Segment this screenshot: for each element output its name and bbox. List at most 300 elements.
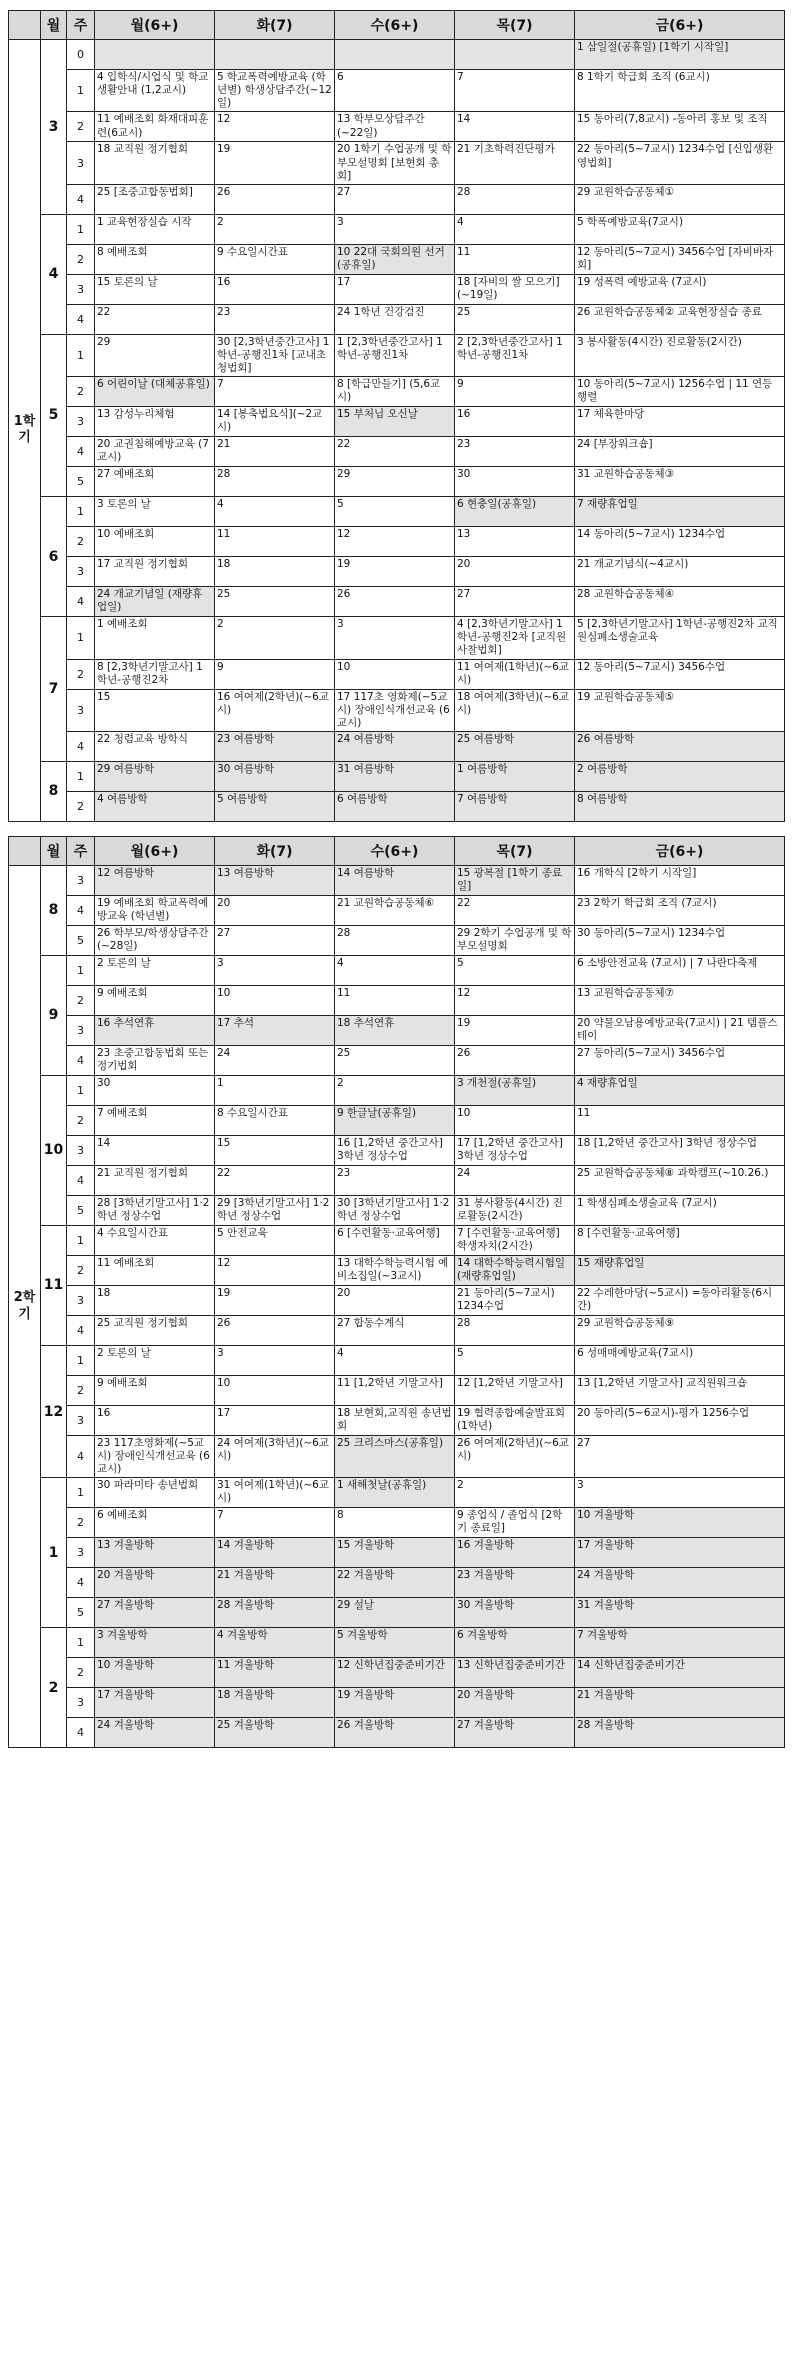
week-row <box>9 731 785 761</box>
month-cell: 1 <box>41 1478 67 1628</box>
day-cell: 10 <box>215 985 335 1015</box>
day-cell: 25 크리스마스(공휴일) <box>335 1435 455 1477</box>
day-cell: 2 토론의 날 <box>95 1345 215 1375</box>
day-cell: 23 <box>335 1165 455 1195</box>
day-cell: 1 삼일절(공휴일) [1학기 시작일] <box>575 40 785 70</box>
day-cell: 27 <box>215 925 335 955</box>
month-cell: 8 <box>41 761 67 821</box>
week-cell: 3 <box>67 407 95 437</box>
day-cell: 19 <box>455 1015 575 1045</box>
day-cell: 3 <box>335 214 455 244</box>
day-cell: 2 <box>335 1075 455 1105</box>
day-cell: 8 수요일시간표 <box>215 1105 335 1135</box>
week-cell: 2 <box>67 791 95 821</box>
week-row <box>9 1255 785 1285</box>
day-cell: 18 겨울방학 <box>215 1688 335 1718</box>
week-cell: 1 <box>67 955 95 985</box>
week-row <box>9 1075 785 1105</box>
day-cell: 19 <box>215 142 335 184</box>
week-row <box>9 70 785 112</box>
day-cell: 21 겨울방학 <box>215 1568 335 1598</box>
week-cell: 3 <box>67 1285 95 1315</box>
day-cell: 25 겨울방학 <box>215 1718 335 1748</box>
day-cell: 28 겨울방학 <box>215 1598 335 1628</box>
day-cell: 15 겨울방학 <box>335 1538 455 1568</box>
day-cell: 31 봉사활동(4시간) 진로활동(2시간) <box>455 1195 575 1225</box>
day-cell: 2 토론의 날 <box>95 955 215 985</box>
day-cell: 28 <box>455 184 575 214</box>
header-blank <box>9 11 41 40</box>
semester1-table <box>8 10 785 822</box>
header-cell: 수(6+) <box>335 11 455 40</box>
day-cell: 3 토론의 날 <box>95 497 215 527</box>
day-cell: 7 여름방학 <box>455 791 575 821</box>
week-cell: 3 <box>67 689 95 731</box>
week-row <box>9 1688 785 1718</box>
day-cell: 30 [2,3학년중간고사] 1학년-공행진1차 [교내초청법회] <box>215 334 335 376</box>
week-row <box>9 617 785 659</box>
day-cell: 8 [2,3학년기말고사] 1학년-공행진2차 <box>95 659 215 689</box>
week-cell: 3 <box>67 1688 95 1718</box>
day-cell: 22 <box>455 895 575 925</box>
day-cell: 15 부처님 오신날 <box>335 407 455 437</box>
day-cell: 29 교원학습공동체⑨ <box>575 1315 785 1345</box>
day-cell: 14 겨울방학 <box>215 1538 335 1568</box>
day-cell: 1 [2,3학년중간고사] 1학년-공행진1차 <box>335 334 455 376</box>
day-cell: 16 겨울방학 <box>455 1538 575 1568</box>
week-row <box>9 407 785 437</box>
day-cell: 6 겨울방학 <box>455 1628 575 1658</box>
header-cell: 수(6+) <box>335 836 455 865</box>
day-cell: 31 교원학습공동체③ <box>575 467 785 497</box>
day-cell: 16 여여제(2학년)(~6교시) <box>215 689 335 731</box>
week-cell: 3 <box>67 274 95 304</box>
week-row <box>9 1658 785 1688</box>
day-cell: 23 117초영화제(~5교시) 장애인식개선교육 (6교시) <box>95 1435 215 1477</box>
day-cell: 13 감성누리체험 <box>95 407 215 437</box>
day-cell: 31 겨울방학 <box>575 1598 785 1628</box>
day-cell: 14 <box>455 112 575 142</box>
week-cell: 5 <box>67 1598 95 1628</box>
week-row <box>9 955 785 985</box>
day-cell: 21 겨울방학 <box>575 1688 785 1718</box>
day-cell: 24 <box>215 1045 335 1075</box>
day-cell: 7 <box>455 70 575 112</box>
day-cell: 20 1학기 수업공개 및 학부모설명회 [보현회 총회] <box>335 142 455 184</box>
day-cell: 6 예배조회 <box>95 1508 215 1538</box>
month-cell: 7 <box>41 617 67 762</box>
week-cell: 1 <box>67 761 95 791</box>
week-cell: 2 <box>67 1375 95 1405</box>
day-cell: 15 <box>215 1135 335 1165</box>
day-cell: 20 <box>335 1285 455 1315</box>
day-cell: 27 <box>335 184 455 214</box>
semester-label: 2학기 <box>9 865 41 1747</box>
week-cell: 1 <box>67 70 95 112</box>
week-row <box>9 761 785 791</box>
day-cell: 14 <box>95 1135 215 1165</box>
day-cell: 10 겨울방학 <box>95 1658 215 1688</box>
day-cell: 17 추석 <box>215 1015 335 1045</box>
day-cell: 30 [3학년기말고사] 1·2학년 정상수업 <box>335 1195 455 1225</box>
day-cell: 29 [3학년기말고사] 1·2학년 정상수업 <box>215 1195 335 1225</box>
day-cell: 15 재량휴업일 <box>575 1255 785 1285</box>
day-cell: 24 1학년 건강검진 <box>335 304 455 334</box>
day-cell: 2 여름방학 <box>575 761 785 791</box>
day-cell: 7 <box>215 377 335 407</box>
week-row <box>9 1285 785 1315</box>
month-cell: 4 <box>41 214 67 334</box>
day-cell: 5 학교폭력예방교육 (학년별) 학생상담주간(~12일) <box>215 70 335 112</box>
day-cell: 24 여름방학 <box>335 731 455 761</box>
day-cell: 5 <box>335 497 455 527</box>
day-cell: 28 <box>455 1315 575 1345</box>
day-cell: 5 겨울방학 <box>335 1628 455 1658</box>
day-cell: 22 동아리(5~7교시) 1234수업 [신입생환영법회] <box>575 142 785 184</box>
day-cell: 6 소방안전교육 (7교시) | 7 나란다축제 <box>575 955 785 985</box>
day-cell: 19 예배조회 학교폭력예방교육 (학년별) <box>95 895 215 925</box>
day-cell: 26 <box>215 184 335 214</box>
day-cell: 6 [수련활동·교육여행] <box>335 1225 455 1255</box>
day-cell: 9 예배조회 <box>95 985 215 1015</box>
week-row <box>9 1105 785 1135</box>
week-cell: 1 <box>67 1628 95 1658</box>
week-row <box>9 437 785 467</box>
day-cell: 20 <box>455 557 575 587</box>
day-cell: 23 <box>215 304 335 334</box>
week-row <box>9 112 785 142</box>
day-cell <box>95 40 215 70</box>
week-row <box>9 587 785 617</box>
day-cell: 2 <box>455 1478 575 1508</box>
day-cell: 23 초중고합동법회 또는 정기법회 <box>95 1045 215 1075</box>
day-cell: 4 여름방학 <box>95 791 215 821</box>
day-cell: 16 <box>95 1405 215 1435</box>
day-cell: 7 <box>215 1508 335 1538</box>
header-cell: 주 <box>67 11 95 40</box>
day-cell: 5 여름방학 <box>215 791 335 821</box>
week-row <box>9 1508 785 1538</box>
day-cell: 25 <box>455 304 575 334</box>
day-cell: 27 예배조회 <box>95 467 215 497</box>
week-cell: 2 <box>67 1508 95 1538</box>
week-row <box>9 1568 785 1598</box>
day-cell: 19 <box>335 557 455 587</box>
day-cell: 13 <box>455 527 575 557</box>
day-cell: 16 추석연휴 <box>95 1015 215 1045</box>
day-cell: 13 교원학습공동체⑦ <box>575 985 785 1015</box>
day-cell: 5 [2,3학년기말고사] 1학년-공행진2차 교직원심폐소생술교육 <box>575 617 785 659</box>
day-cell: 12 동아리(5~7교시) 3456수업 <box>575 659 785 689</box>
day-cell: 8 예배조회 <box>95 244 215 274</box>
week-cell: 4 <box>67 1435 95 1477</box>
week-cell: 2 <box>67 659 95 689</box>
day-cell: 11 예배조회 화재대피훈련(6교시) <box>95 112 215 142</box>
day-cell: 30 <box>455 467 575 497</box>
day-cell: 30 <box>95 1075 215 1105</box>
day-cell <box>335 40 455 70</box>
day-cell: 9 <box>455 377 575 407</box>
week-cell: 2 <box>67 527 95 557</box>
day-cell: 5 안전교육 <box>215 1225 335 1255</box>
day-cell: 17 <box>215 1405 335 1435</box>
week-cell: 3 <box>67 142 95 184</box>
week-cell: 4 <box>67 437 95 467</box>
day-cell: 14 신학년집중준비기간 <box>575 1658 785 1688</box>
day-cell: 18 <box>215 557 335 587</box>
day-cell: 27 <box>575 1435 785 1477</box>
week-row <box>9 1538 785 1568</box>
week-row <box>9 985 785 1015</box>
month-cell: 9 <box>41 955 67 1075</box>
week-row <box>9 244 785 274</box>
day-cell: 4 <box>215 497 335 527</box>
day-cell: 22 <box>215 1165 335 1195</box>
week-cell: 2 <box>67 1658 95 1688</box>
header-cell: 목(7) <box>455 11 575 40</box>
day-cell: 25 여름방학 <box>455 731 575 761</box>
day-cell: 21 교직원 정기협회 <box>95 1165 215 1195</box>
header-cell: 화(7) <box>215 836 335 865</box>
day-cell: 24 [부장워크숍] <box>575 437 785 467</box>
day-cell: 21 기초학력진단평가 <box>455 142 575 184</box>
week-row <box>9 184 785 214</box>
day-cell: 21 개교기념식(~4교시) <box>575 557 785 587</box>
day-cell: 15 <box>95 689 215 731</box>
day-cell: 4 겨울방학 <box>215 1628 335 1658</box>
week-cell: 5 <box>67 467 95 497</box>
month-cell: 6 <box>41 497 67 617</box>
week-row <box>9 791 785 821</box>
day-cell: 26 교원학습공동체② 교육현장실습 종료 <box>575 304 785 334</box>
day-cell: 6 <box>335 70 455 112</box>
day-cell: 27 겨울방학 <box>455 1718 575 1748</box>
week-row <box>9 1315 785 1345</box>
day-cell: 16 [1,2학년 중간고사] 3학년 정상수업 <box>335 1135 455 1165</box>
day-cell: 26 <box>335 587 455 617</box>
day-cell <box>215 40 335 70</box>
day-cell: 18 [1,2학년 중간고사] 3학년 정상수업 <box>575 1135 785 1165</box>
day-cell: 1 교육현장실습 시작 <box>95 214 215 244</box>
week-row <box>9 334 785 376</box>
day-cell: 5 학폭예방교육(7교시) <box>575 214 785 244</box>
day-cell: 15 광복절 [1학기 종료일] <box>455 865 575 895</box>
day-cell: 17 교직원 정기협회 <box>95 557 215 587</box>
day-cell: 21 동아리(5~7교시) 1234수업 <box>455 1285 575 1315</box>
day-cell: 18 추석연휴 <box>335 1015 455 1045</box>
day-cell: 20 겨울방학 <box>455 1688 575 1718</box>
day-cell: 26 학부모/학생상담주간 (~28일) <box>95 925 215 955</box>
week-cell: 5 <box>67 925 95 955</box>
week-row <box>9 467 785 497</box>
day-cell: 8 [수련활동·교육여행] <box>575 1225 785 1255</box>
week-cell: 4 <box>67 1568 95 1598</box>
day-cell: 13 대학수학능력시험 예비소집일(~3교시) <box>335 1255 455 1285</box>
week-cell: 5 <box>67 1195 95 1225</box>
day-cell: 23 겨울방학 <box>455 1568 575 1598</box>
day-cell: 26 여여제(2학년)(~6교시) <box>455 1435 575 1477</box>
day-cell: 15 토론의 날 <box>95 274 215 304</box>
week-row <box>9 1435 785 1477</box>
day-cell: 24 겨울방학 <box>575 1568 785 1598</box>
day-cell: 30 파라미타 송년법회 <box>95 1478 215 1508</box>
day-cell: 11 <box>335 985 455 1015</box>
day-cell: 10 <box>455 1105 575 1135</box>
week-row <box>9 925 785 955</box>
day-cell: 7 재량휴업일 <box>575 497 785 527</box>
day-cell: 31 여여제(1학년)(~6교시) <box>215 1478 335 1508</box>
week-row <box>9 1478 785 1508</box>
day-cell: 1 예배조회 <box>95 617 215 659</box>
day-cell: 3 <box>215 1345 335 1375</box>
day-cell: 4 [2,3학년기말고사] 1학년-공행진2차 [교직원사찰법회] <box>455 617 575 659</box>
day-cell: 13 여름방학 <box>215 865 335 895</box>
day-cell: 12 동아리(5~7교시) 3456수업 [자비바자회] <box>575 244 785 274</box>
week-cell: 1 <box>67 617 95 659</box>
day-cell: 22 청렴교육 방학식 <box>95 731 215 761</box>
day-cell: 24 여여제(3학년)(~6교시) <box>215 1435 335 1477</box>
week-row <box>9 377 785 407</box>
week-row <box>9 1405 785 1435</box>
week-row <box>9 1045 785 1075</box>
day-cell: 22 <box>335 437 455 467</box>
week-cell: 1 <box>67 1075 95 1105</box>
day-cell: 5 <box>455 1345 575 1375</box>
day-cell: 25 교직원 정기협회 <box>95 1315 215 1345</box>
week-row <box>9 214 785 244</box>
day-cell: 26 <box>455 1045 575 1075</box>
week-cell: 3 <box>67 1538 95 1568</box>
header-cell: 목(7) <box>455 836 575 865</box>
day-cell: 10 예배조회 <box>95 527 215 557</box>
day-cell: 15 동아리(7,8교시) -동아리 홍보 및 조직 <box>575 112 785 142</box>
day-cell: 4 <box>335 955 455 985</box>
week-row <box>9 1718 785 1748</box>
day-cell: 5 <box>455 955 575 985</box>
header-cell: 월 <box>41 11 67 40</box>
day-cell: 29 설날 <box>335 1598 455 1628</box>
day-cell: 14 [봉축법요식](~2교시) <box>215 407 335 437</box>
day-cell: 23 <box>455 437 575 467</box>
day-cell: 4 재량휴업일 <box>575 1075 785 1105</box>
day-cell: 3 봉사활동(4시간) 진로활동(2시간) <box>575 334 785 376</box>
day-cell: 12 신학년집중준비기간 <box>335 1658 455 1688</box>
header-cell: 월(6+) <box>95 836 215 865</box>
day-cell: 6 어린이날 (대체공휴일) <box>95 377 215 407</box>
day-cell: 13 [1,2학년 기말고사] 교직원워크숍 <box>575 1375 785 1405</box>
day-cell: 27 <box>455 587 575 617</box>
week-cell: 3 <box>67 557 95 587</box>
day-cell: 12 <box>455 985 575 1015</box>
day-cell: 22 <box>95 304 215 334</box>
week-cell: 2 <box>67 1255 95 1285</box>
day-cell: 18 <box>95 1285 215 1315</box>
day-cell: 4 <box>455 214 575 244</box>
day-cell: 12 여름방학 <box>95 865 215 895</box>
day-cell: 20 교권침해예방교육 (7교시) <box>95 437 215 467</box>
week-row <box>9 865 785 895</box>
header-cell: 금(6+) <box>575 836 785 865</box>
week-row <box>9 1375 785 1405</box>
day-cell: 28 교원학습공동체④ <box>575 587 785 617</box>
week-cell: 3 <box>67 1015 95 1045</box>
week-row <box>9 1628 785 1658</box>
month-cell: 8 <box>41 865 67 955</box>
day-cell: 22 겨울방학 <box>335 1568 455 1598</box>
day-cell: 4 입학식/시업식 및 학교생활안내 (1,2교시) <box>95 70 215 112</box>
day-cell: 19 성폭력 예방교육 (7교시) <box>575 274 785 304</box>
day-cell: 19 <box>215 1285 335 1315</box>
day-cell: 13 학부모상담주간 (~22일) <box>335 112 455 142</box>
week-row <box>9 689 785 731</box>
day-cell: 20 겨울방학 <box>95 1568 215 1598</box>
day-cell: 23 2학기 학급회 조직 (7교시) <box>575 895 785 925</box>
month-cell: 12 <box>41 1345 67 1477</box>
week-row <box>9 1345 785 1375</box>
day-cell: 8 여름방학 <box>575 791 785 821</box>
day-cell: 21 <box>215 437 335 467</box>
day-cell: 10 <box>215 1375 335 1405</box>
week-row <box>9 497 785 527</box>
week-row <box>9 659 785 689</box>
day-cell: 25 [조중고합동법회] <box>95 184 215 214</box>
month-cell: 5 <box>41 334 67 496</box>
day-cell: 11 <box>215 527 335 557</box>
month-cell: 11 <box>41 1225 67 1345</box>
day-cell: 27 동아리(5~7교시) 3456수업 <box>575 1045 785 1075</box>
week-cell: 2 <box>67 244 95 274</box>
day-cell: 19 협력종합예술발표회 (1학년) <box>455 1405 575 1435</box>
day-cell: 11 <box>455 244 575 274</box>
day-cell: 20 약물오남용예방교육(7교시) | 21 템플스테이 <box>575 1015 785 1045</box>
day-cell: 29 <box>95 334 215 376</box>
day-cell: 2 <box>215 214 335 244</box>
day-cell: 1 <box>215 1075 335 1105</box>
day-cell: 6 성매매예방교육(7교시) <box>575 1345 785 1375</box>
day-cell: 17 <box>335 274 455 304</box>
day-cell: 28 <box>335 925 455 955</box>
day-cell: 6 현충일(공휴일) <box>455 497 575 527</box>
day-cell: 27 겨울방학 <box>95 1598 215 1628</box>
day-cell: 12 <box>215 1255 335 1285</box>
day-cell <box>455 40 575 70</box>
day-cell: 29 <box>335 467 455 497</box>
day-cell: 7 예배조회 <box>95 1105 215 1135</box>
day-cell: 19 겨울방학 <box>335 1688 455 1718</box>
month-cell: 3 <box>41 40 67 215</box>
week-cell: 4 <box>67 1718 95 1748</box>
week-cell: 0 <box>67 40 95 70</box>
week-row <box>9 895 785 925</box>
day-cell: 9 한글날(공휴일) <box>335 1105 455 1135</box>
day-cell: 29 2학기 수업공개 및 학부모설명회 <box>455 925 575 955</box>
day-cell: 26 겨울방학 <box>335 1718 455 1748</box>
week-cell: 2 <box>67 1105 95 1135</box>
day-cell: 9 예배조회 <box>95 1375 215 1405</box>
week-row <box>9 1225 785 1255</box>
day-cell: 7 [수련활동·교육여행] 학생자치(2시간) <box>455 1225 575 1255</box>
day-cell: 4 <box>335 1345 455 1375</box>
day-cell: 26 <box>215 1315 335 1345</box>
week-cell: 4 <box>67 895 95 925</box>
day-cell: 1 새해첫날(공휴일) <box>335 1478 455 1508</box>
week-cell: 4 <box>67 1165 95 1195</box>
day-cell: 25 <box>215 587 335 617</box>
day-cell: 2 [2,3학년중간고사] 1학년-공행진1차 <box>455 334 575 376</box>
week-cell: 4 <box>67 587 95 617</box>
week-cell: 3 <box>67 865 95 895</box>
week-row <box>9 527 785 557</box>
